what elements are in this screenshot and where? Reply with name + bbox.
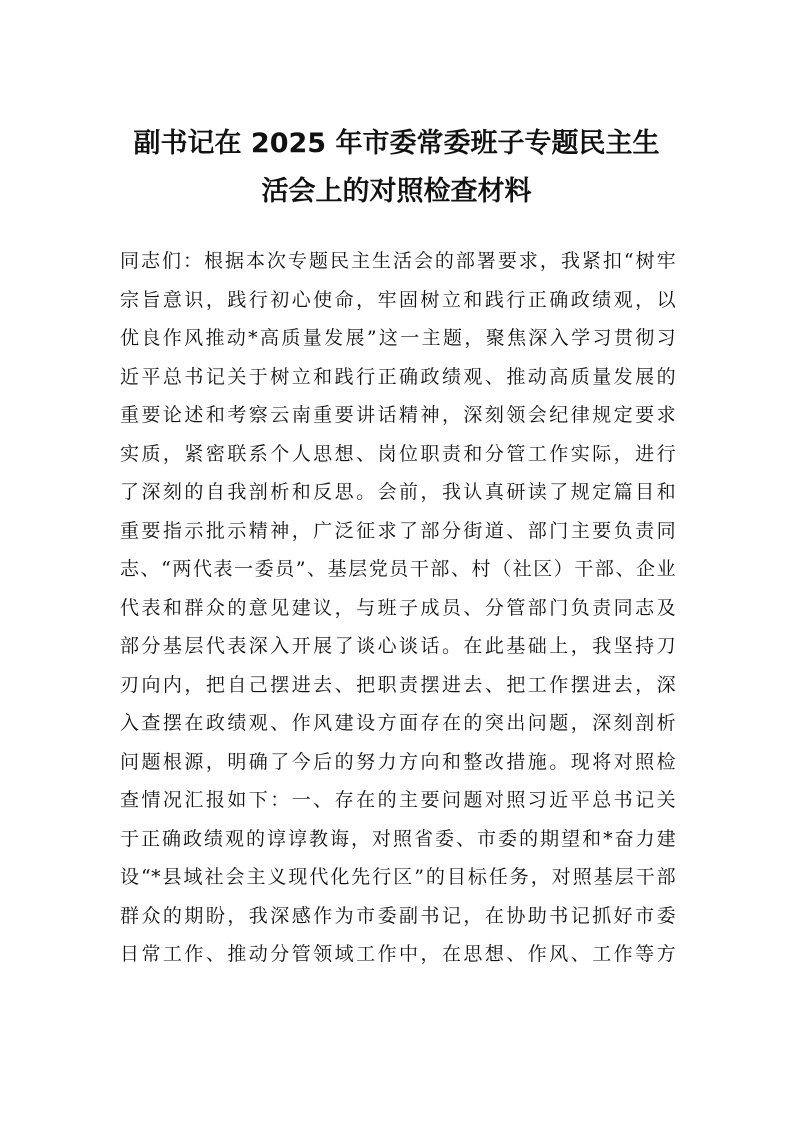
body-line: 同志们：根据本次专题民主生活会的部署要求，我紧扣“树牢 — [120, 250, 676, 272]
document-title-line-2: 活会上的对照检查材料 — [261, 176, 532, 207]
body-line: 重要论述和考察云南重要讲话精神，深刻领会纪律规定要求 — [120, 404, 676, 426]
body-line: 志、“两代表一委员”、基层党员干部、村（社区）干部、企业 — [120, 558, 676, 580]
document-title-line-1: 副书记在 2025 年市委常委班子专题民主生 — [133, 128, 660, 159]
body-line: 实质，紧密联系个人思想、岗位职责和分管工作实际，进行 — [120, 442, 676, 465]
body-line: 于正确政绩观的谆谆教诲，对照省委、市委的期望和*奋力建 — [120, 827, 676, 850]
body-line: 刃向内，把自己摆进去、把职责摆进去、把工作摆进去，深 — [120, 673, 676, 696]
body-line: 宗旨意识，践行初心使命，牢固树立和践行正确政绩观，以 — [120, 288, 676, 311]
body-line: 优良作风推动*高质量发展”这一主题，聚焦深入学习贯彻习 — [120, 327, 676, 349]
body-line: 问题根源，明确了今后的努力方向和整改措施。现将对照检 — [120, 750, 676, 773]
body-line: 部分基层代表深入开展了谈心谈话。在此基础上，我坚持刀 — [120, 635, 676, 657]
body-line: 近平总书记关于树立和践行正确政绩观、推动高质量发展的 — [120, 365, 676, 388]
body-line: 了深刻的自我剖析和反思。会前，我认真研读了规定篇目和 — [120, 481, 676, 503]
body-line: 入查摆在政绩观、作风建设方面存在的突出问题，深刻剖析 — [120, 712, 676, 734]
body-line: 重要指示批示精神，广泛征求了部分街道、部门主要负责同 — [120, 519, 676, 542]
body-line: 设“*县域社会主义现代化先行区”的目标任务，对照基层干部 — [120, 866, 676, 888]
body-line: 查情况汇报如下：一、存在的主要问题对照习近平总书记关 — [120, 789, 676, 811]
body-line: 群众的期盼，我深感作为市委副书记，在协助书记抓好市委 — [120, 904, 676, 927]
body-line: 日常工作、推动分管领域工作中，在思想、作风、工作等方 — [120, 943, 676, 965]
body-line: 代表和群众的意见建议，与班子成员、分管部门负责同志及 — [120, 596, 676, 619]
document-body — [120, 242, 676, 974]
